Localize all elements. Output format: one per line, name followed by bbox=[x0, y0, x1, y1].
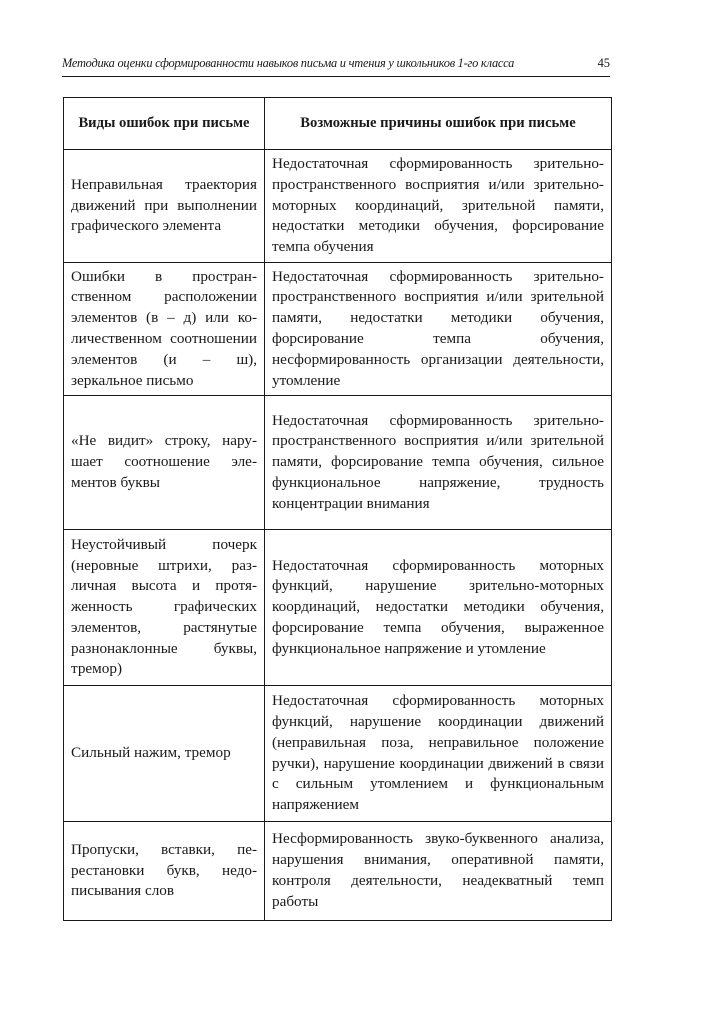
error-cause-cell: Недостаточная сформированность моторных функций, нарушение координации движений (неправильная поза, неправильное положение ручки), нарушение координации движений в связи с сильным утомлением и функциональным напряжением bbox=[265, 686, 612, 822]
table-row bbox=[64, 263, 612, 396]
writing-errors-table bbox=[63, 97, 612, 921]
error-type-cell: Пропуски, вставки, перестановки букв, недописывания слов bbox=[64, 822, 265, 921]
error-type-cell: Ошибки в пространственном расположении элементов (в – д) или количественном соотношении элементов (и – ш), зеркальное письмо bbox=[64, 263, 265, 396]
error-cause-cell: Недостаточная сформированность зрительно-пространственного восприятия и/или зрительной памяти, форсирование темпа обучения, сильное функциональное напряжение, трудность концентрации внимания bbox=[265, 396, 612, 530]
table-row bbox=[64, 686, 612, 822]
column-header-possible-causes: Возможные причины ошибок при письме bbox=[265, 98, 612, 150]
running-title: Методика оценки сформированности навыков письма и чтения у школьников 1-го класса bbox=[62, 56, 515, 70]
error-type-cell: «Не видит» строку, нарушает соотношение элементов буквы bbox=[64, 396, 265, 530]
error-cause-cell: Недостаточная сформированность зрительно-пространственного восприятия и/или зрительной памяти, недостатки методики обучения, форсирование темпа обучения, несформированность организации деятельности, утомление bbox=[265, 263, 612, 396]
table-row bbox=[64, 150, 612, 263]
error-cause-cell: Несформированность звуко-буквенного анализа, нарушения внимания, оперативной памяти, контроля деятельности, неадекватный темп работы bbox=[265, 822, 612, 921]
error-type-cell: Неустойчивый почерк (неровные штрихи, различная высота и протяженность графических элементов, растянутые разнонаклонные буквы, тремор) bbox=[64, 530, 265, 686]
error-cause-cell: Недостаточная сформированность моторных функций, нарушение зрительно-моторных координаций, недостатки методики обучения, форсирование темпа обучения, выраженное функциональное напряжение и утомление bbox=[265, 530, 612, 686]
table-row bbox=[64, 396, 612, 530]
table-row bbox=[64, 822, 612, 921]
column-header-error-types: Виды ошибок при письме bbox=[64, 98, 265, 150]
table-header-row bbox=[64, 98, 612, 150]
error-cause-cell: Недостаточная сформированность зрительно-пространственного восприятия и/или зрительно-моторных координаций, зрительной памяти, недостатки методики обучения, форсирование темпа обучения bbox=[265, 150, 612, 263]
table-row bbox=[64, 530, 612, 686]
error-type-cell: Неправильная траектория движений при выполнении графического элемента bbox=[64, 150, 265, 263]
page-number: 45 bbox=[597, 56, 610, 70]
error-type-cell: Сильный нажим, тремор bbox=[64, 686, 265, 822]
running-header bbox=[62, 56, 610, 77]
